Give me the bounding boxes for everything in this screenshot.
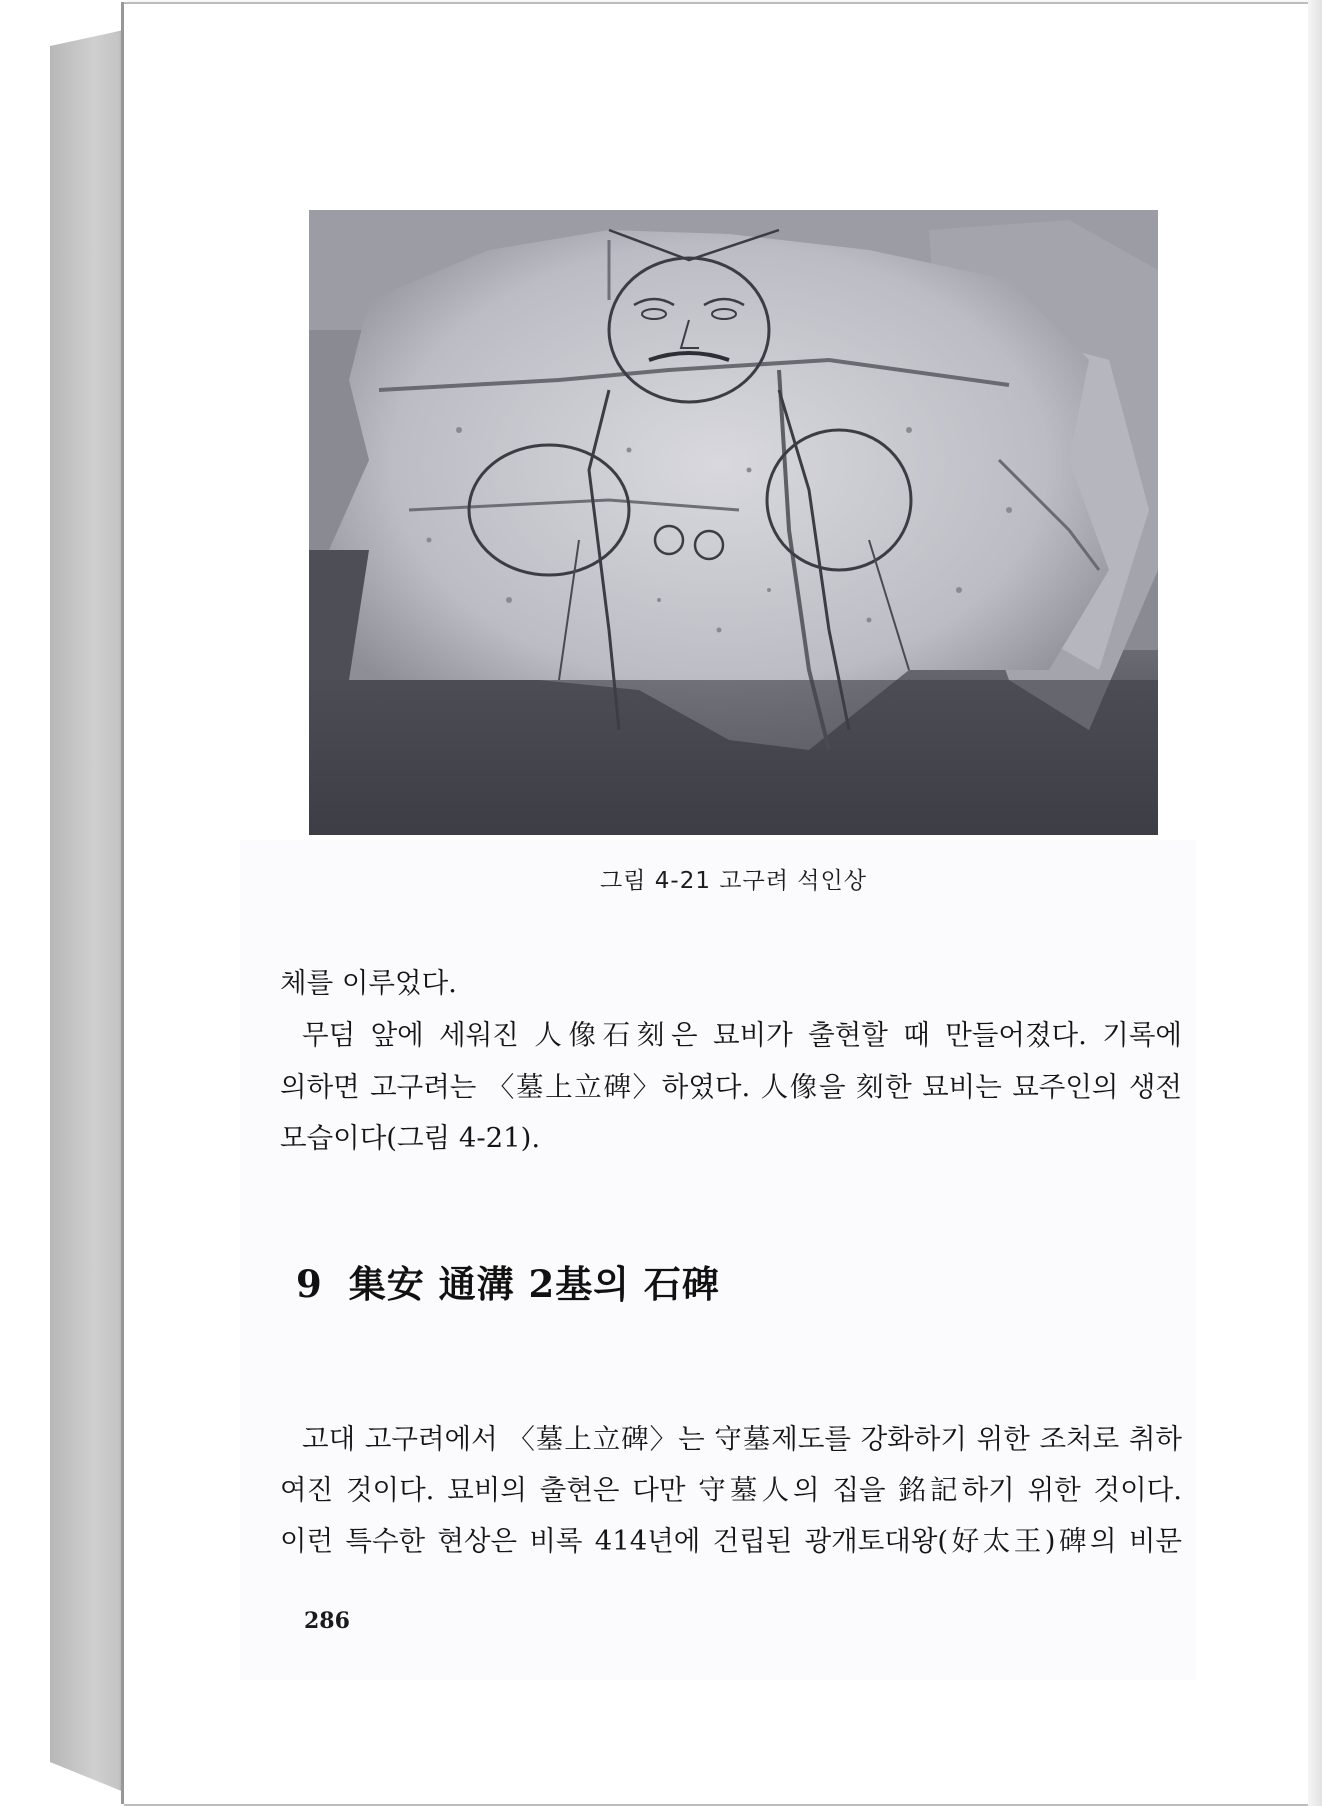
paragraph-1-line-1: 체를 이루었다. [280, 967, 457, 999]
section-heading [296, 1254, 720, 1308]
figure-caption: 그림 4-21 고구려 석인상 [600, 868, 867, 894]
stone-figure-photo [309, 210, 1158, 835]
paragraph-3-line-3: 이런 특수한 현상은 비록 414년에 건립된 광개토대왕(好太王)碑의 비문 [280, 1525, 1182, 1557]
paragraph-2-line-3: 모습이다(그림 4-21). [280, 1122, 541, 1154]
section-title: 集安 通溝 2基의 石碑 [348, 1262, 720, 1306]
stone-figure-illustration [309, 210, 1158, 835]
paragraph-2-line-1: 무덤 앞에 세워진 人像石刻은 묘비가 출현할 때 만들어졌다. 기록에 [302, 1019, 1182, 1051]
paragraph-2-line-2: 의하면 고구려는 〈墓上立碑〉하였다. 人像을 刻한 묘비는 묘주인의 생전 [280, 1071, 1182, 1103]
paragraph-3-line-2: 여진 것이다. 묘비의 출현은 다만 守墓人의 집을 銘記하기 위한 것이다. [280, 1474, 1182, 1506]
section-number: 9 [296, 1262, 323, 1306]
paragraph-3-line-1: 고대 고구려에서 〈墓上立碑〉는 守墓제도를 강화하기 위한 조처로 취하 [302, 1423, 1182, 1455]
page-right-edge [1308, 0, 1322, 1806]
book-spine [50, 30, 124, 1792]
page-number: 286 [304, 1608, 350, 1634]
